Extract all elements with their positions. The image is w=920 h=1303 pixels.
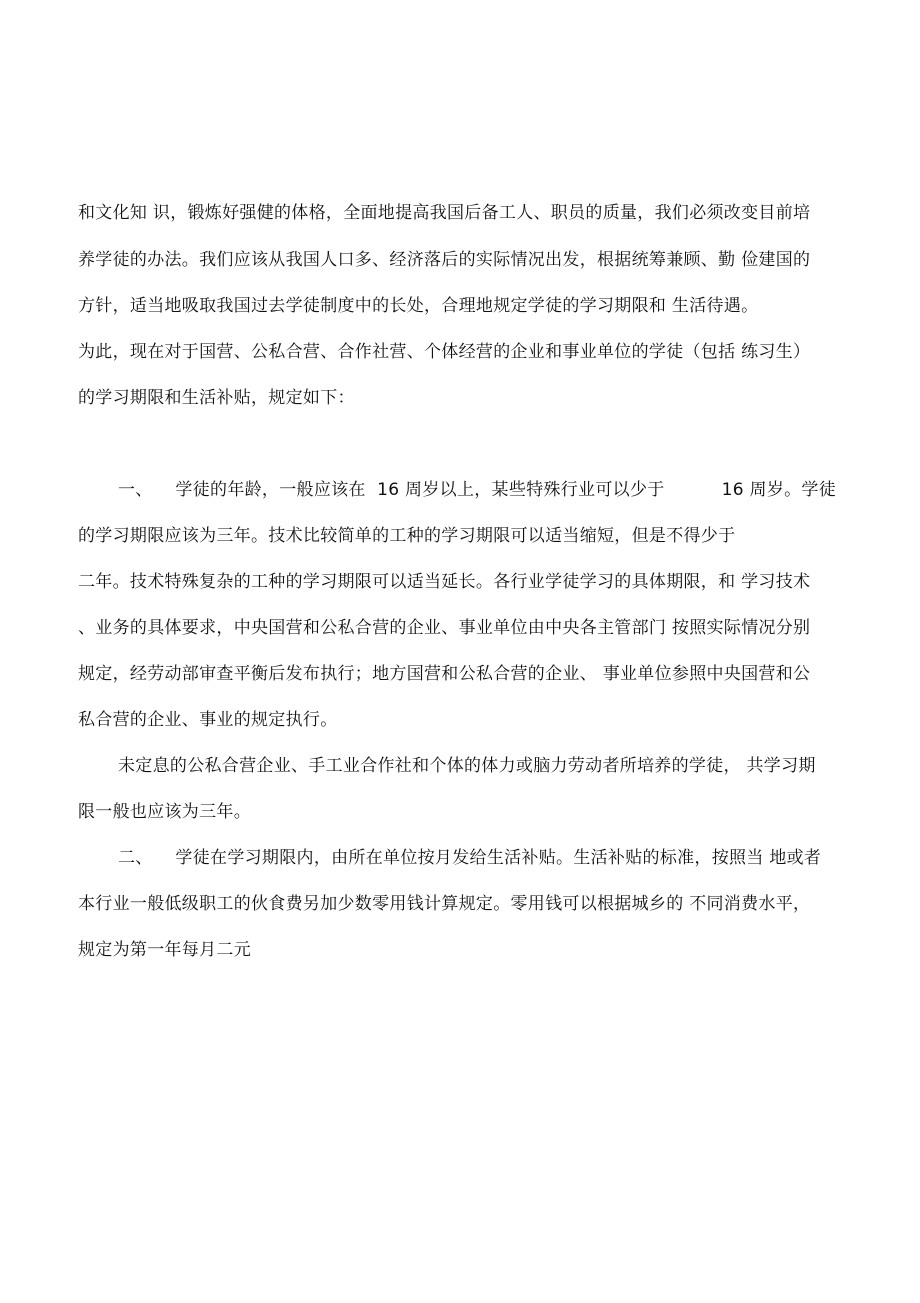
text-line: 一、 学徒的年龄，一般应该在 16 周岁以上，某些特殊行业可以少于 16 周岁。学徒 (118, 480, 837, 500)
text-line: 二、 学徒在学习期限内，由所在单位按月发给生活补贴。生活补贴的标准，按照当 地或者 (118, 848, 822, 868)
text-line: 和文化知 识，锻炼好强健的体格，全面地提高我国后备工人、职员的质量，我们必须改变目前培 (78, 203, 811, 223)
text-line: 私合营的企业、事业的规定执行。 (78, 710, 338, 730)
text-line: 规定为第一年每月二元 (78, 940, 251, 960)
text-line: 为此，现在对于国营、公私合营、合作社营、个体经营的企业和事业单位的学徒（包括 练习生） (78, 342, 811, 362)
text-line: 的学习期限应该为三年。技术比较简单的工种的学习期限可以适当缩短，但是不得少于 (78, 526, 736, 546)
text-line: 二年。技术特殊复杂的工种的学习期限可以适当延长。各行业学徒学习的具体期限，和 学习技术 (78, 572, 811, 592)
text-line: 限一般也应该为三年。 (78, 802, 251, 822)
text-line: 、业务的具体要求，中央国营和公私合营的企业、事业单位由中央各主管部门 按照实际情况分别 (78, 618, 811, 638)
text-line: 未定息的公私合营企业、手工业合作社和个体的体力或脑力劳动者所培养的学徒， 共学习期 (118, 756, 816, 776)
text-line: 方针，适当地吸取我国过去学徒制度中的长处，合理地规定学徒的学习期限和 生活待遇。 (78, 296, 759, 316)
text-line: 本行业一般低级职工的伙食费另加少数零用钱计算规定。零用钱可以根据城乡的 不同消费水平， (78, 894, 811, 914)
text-line: 养学徒的办法。我们应该从我国人口多、经济落后的实际情况出发，根据统筹兼顾、勤 俭建国的 (78, 250, 811, 270)
text-line: 规定，经劳动部审查平衡后发布执行；地方国营和公私合营的企业、 事业单位参照中央国营和公 (78, 664, 811, 684)
text-line: 的学习期限和生活补贴，规定如下： (78, 388, 355, 408)
